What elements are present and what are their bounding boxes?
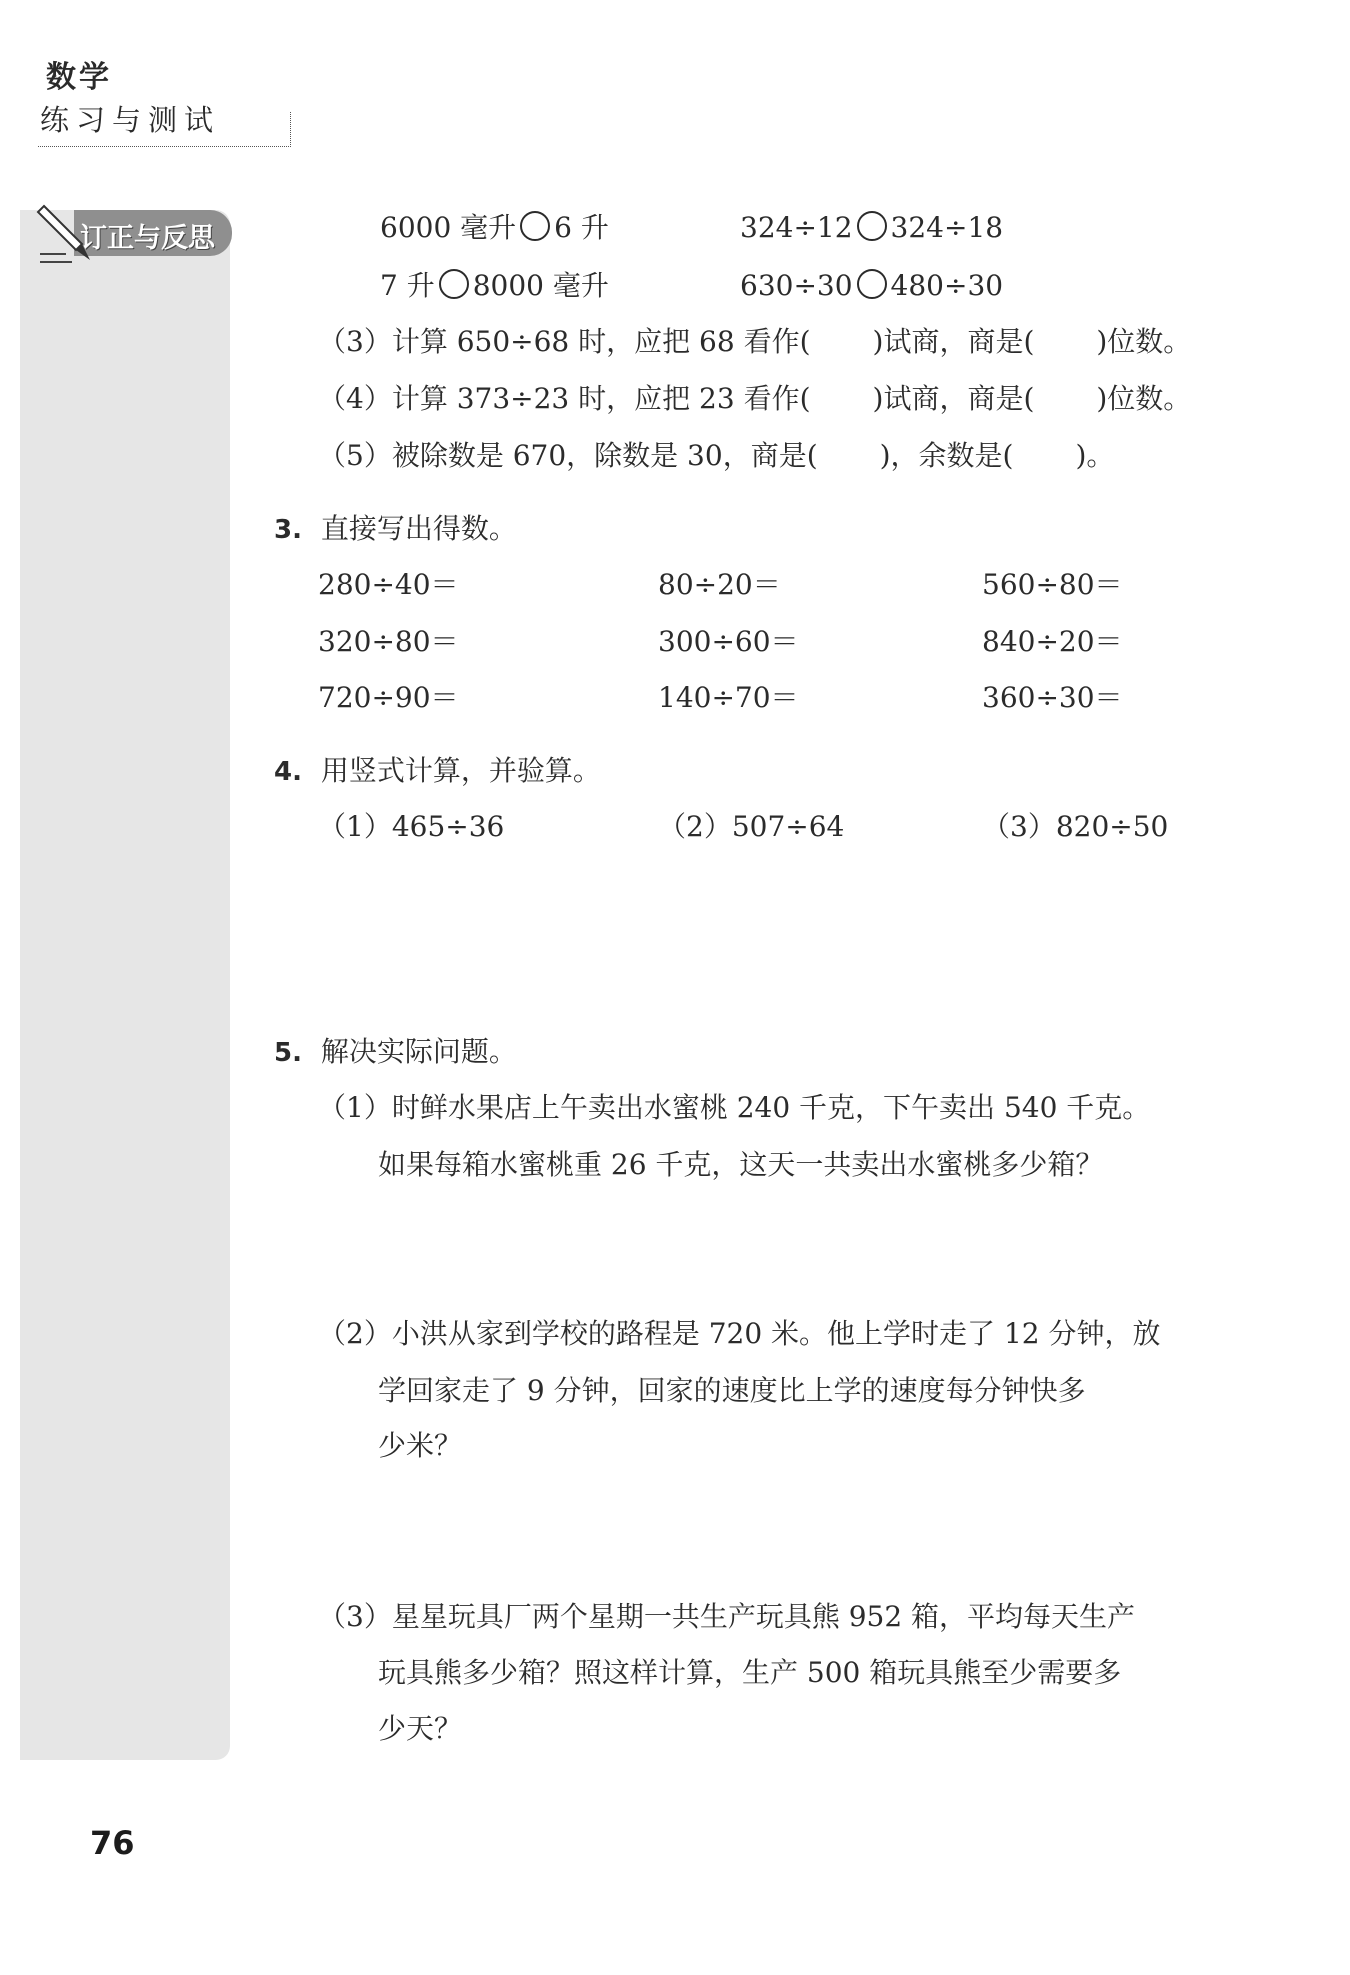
word-problem-2-line: 少米？	[378, 1429, 463, 1462]
long-division-item: （3）820÷50	[982, 810, 1169, 843]
question-title: 解决实际问题。	[320, 1035, 517, 1068]
fill-item-3: （3）计算 650÷68 时，应把 68 看作( )试商，商是( )位数。	[318, 325, 1192, 358]
compare-circle[interactable]	[857, 211, 887, 241]
word-problem-3-line: 玩具熊多少箱？照这样计算，生产 500 箱玩具熊至少需要多	[378, 1656, 1122, 1689]
question-4-heading	[274, 754, 601, 787]
mental-math-item: 320÷80＝	[318, 625, 459, 658]
long-division-item: （2）507÷64	[658, 810, 845, 843]
header-series-title: 练习与测试	[40, 103, 221, 137]
compare-circle[interactable]	[439, 269, 469, 299]
compare-item-4: 630÷30 480÷30	[740, 269, 1004, 302]
word-problem-2-line: （2）小洪从家到学校的路程是 720 米。他上学时走了 12 分钟，放	[318, 1317, 1161, 1350]
question-number: 4.	[274, 757, 302, 787]
mental-math-item: 840÷20＝	[982, 625, 1123, 658]
mental-math-item: 560÷80＝	[982, 568, 1123, 601]
question-number: 5.	[274, 1038, 302, 1068]
compare-circle[interactable]	[520, 211, 550, 241]
compare-circle[interactable]	[857, 269, 887, 299]
fill-item-5: （5）被除数是 670，除数是 30，商是( )，余数是( )。	[318, 439, 1115, 472]
question-3-heading	[274, 512, 517, 545]
word-problem-1-line: （1）时鲜水果店上午卖出水蜜桃 240 千克，下午卖出 540 千克。	[318, 1091, 1151, 1124]
correction-margin	[20, 210, 230, 1760]
page-number: 76	[90, 1824, 135, 1862]
mental-math-item: 80÷20＝	[658, 568, 781, 601]
correction-tab-label: 订正与反思	[80, 223, 215, 254]
mental-math-item: 720÷90＝	[318, 681, 459, 714]
compare-item-1: 6000 毫升 6 升	[380, 211, 609, 244]
word-problem-1-line: 如果每箱水蜜桃重 26 千克，这天一共卖出水蜜桃多少箱？	[378, 1148, 1104, 1181]
question-number: 3.	[274, 515, 302, 545]
mental-math-item: 280÷40＝	[318, 568, 459, 601]
word-problem-3-line: （3）星星玩具厂两个星期一共生产玩具熊 952 箱，平均每天生产	[318, 1600, 1136, 1633]
mental-math-item: 140÷70＝	[658, 681, 799, 714]
word-problem-2-line: 学回家走了 9 分钟，回家的速度比上学的速度每分钟快多	[378, 1374, 1086, 1407]
question-5-heading	[274, 1035, 517, 1068]
header-subject: 数学	[46, 60, 112, 95]
long-division-item: （1）465÷36	[318, 810, 505, 843]
mental-math-item: 360÷30＝	[982, 681, 1123, 714]
word-problem-3-line: 少天？	[378, 1712, 463, 1745]
question-title: 用竖式计算，并验算。	[320, 754, 601, 787]
mental-math-item: 300÷60＝	[658, 625, 799, 658]
compare-item-2: 324÷12 324÷18	[740, 211, 1004, 244]
fill-item-4: （4）计算 373÷23 时，应把 23 看作( )试商，商是( )位数。	[318, 382, 1192, 415]
compare-item-3: 7 升 8000 毫升	[380, 269, 609, 302]
question-title: 直接写出得数。	[320, 512, 517, 545]
